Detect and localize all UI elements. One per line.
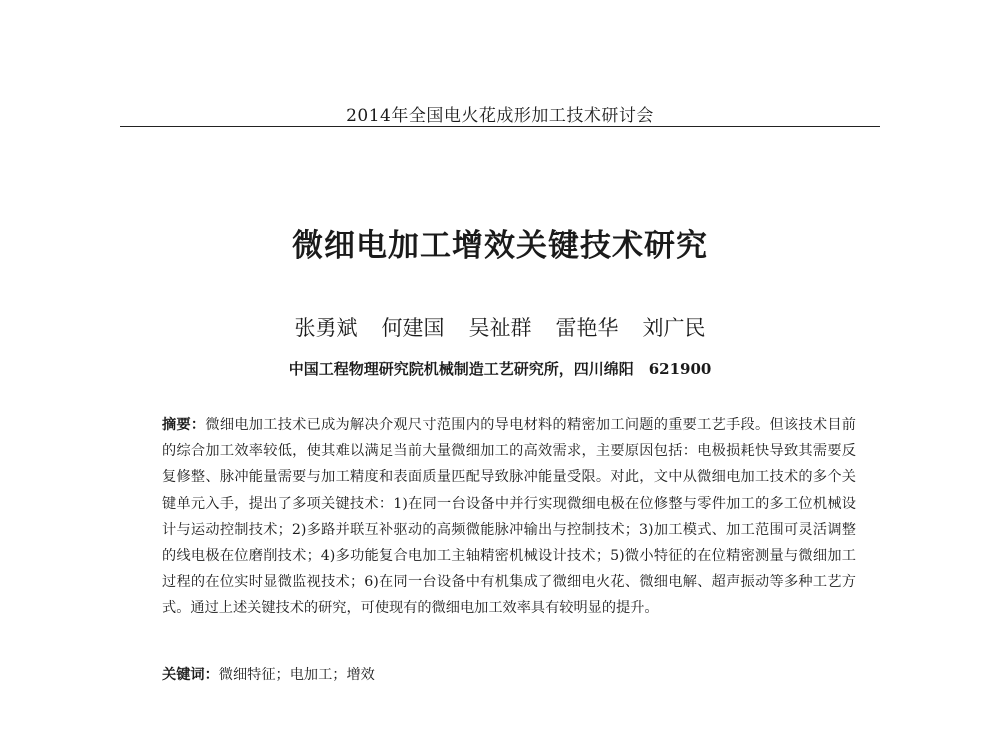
author-name: 吴祉群 [468,316,532,340]
running-header: 2014年全国电火花成形加工技术研讨会 [346,106,654,126]
abstract-label: 摘要： [162,417,206,433]
abstract [162,412,856,622]
author-name: 何建国 [381,316,445,340]
header-rule [120,126,880,127]
keywords [162,664,856,686]
keywords-text: 微细特征；电加工；增效 [218,667,375,683]
affiliation: 中国工程物理研究院机械制造工艺研究所，四川绵阳 621900 [288,360,712,378]
abstract-text: 微细电加工技术已成为解决介观尺寸范围内的导电材料的精密加工问题的重要工艺手段。但该技术目前的综合加工效率较低，使其难以满足当前大量微细加工的高效需求，主要原因包括：电极损耗快导致其需要反复修整、脉冲能量需要与加工精度和表面质量匹配导致脉冲能量受限。对此，文中从微细电加工技术的多个关键单元入手，提出了多项关键技术：1)在同一台设备中并行实现微细电极在位修整与零件加工的多工位机械设计与运动控制技术；2)多路并联互补驱动的高频微能脉冲输出与控制技术；3)加工模式、加工范围可灵活调整的线电极在位磨削技术；4)多功能复合电加工主轴精密机械设计技术；5)微小特征的在位精密测量与微细加工过程的在位实时显微监视技术；6)在同一台设备中有机集成了微细电火花、微细电解、超声振动等多种工艺方式。通过上述关键技术的研究，可使现有的微细电加工效率具有较明显的提升。 [162,417,856,617]
keywords-label: 关键词： [162,667,219,683]
author-name: 张勇斌 [294,316,358,340]
author-list [120,312,880,342]
author-name: 雷艳华 [555,316,619,340]
author-name: 刘广民 [642,316,706,340]
paper-title: 微细电加工增效关键技术研究 [292,228,708,264]
